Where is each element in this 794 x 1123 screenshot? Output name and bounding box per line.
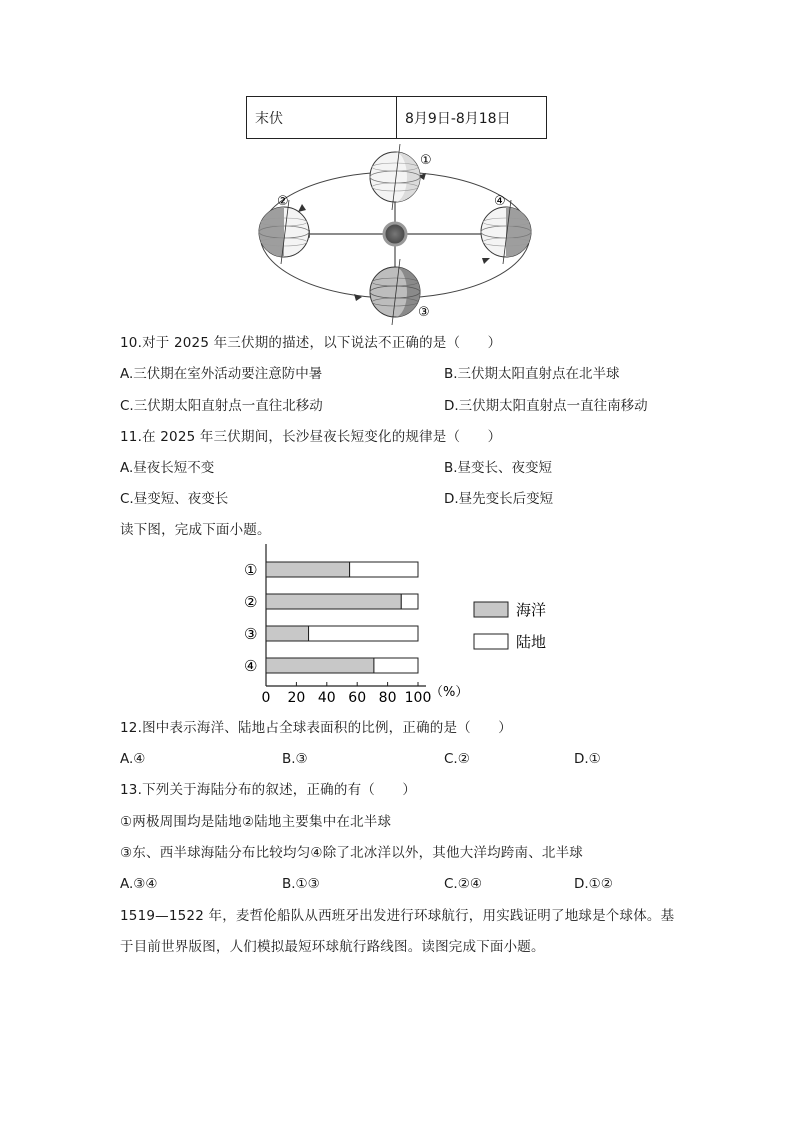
q10-option-d[interactable]: D.三伏期太阳直射点一直往南移动 bbox=[444, 398, 648, 414]
q13-statements-1: ①两极周围均是陆地②陆地主要集中在北半球 bbox=[120, 814, 392, 830]
q13-option-d[interactable]: D.①② bbox=[574, 876, 613, 892]
category-label: ① bbox=[244, 561, 258, 579]
x-tick-label: 40 bbox=[317, 690, 336, 705]
orbit-label-1: ① bbox=[420, 153, 432, 168]
q10-option-b[interactable]: B.三伏期太阳直射点在北半球 bbox=[444, 366, 620, 382]
q11-option-d[interactable]: D.昼先变长后变短 bbox=[444, 491, 554, 507]
orbit-arrow-right bbox=[482, 258, 490, 264]
orbit-arrow-left bbox=[298, 204, 306, 212]
x-tick-label: 60 bbox=[348, 690, 367, 705]
magellan-paragraph-line-1: 1519—1522 年，麦哲伦船队从西班牙出发进行环球航行，用实践证明了地球是个球体。基 bbox=[120, 908, 675, 924]
orbit-label-3: ③ bbox=[418, 305, 430, 320]
x-tick-label: 0 bbox=[261, 690, 271, 705]
bar-land bbox=[309, 626, 418, 641]
x-tick-label: 100 bbox=[404, 690, 432, 705]
x-tick-label: 20 bbox=[287, 690, 306, 705]
legend-swatch bbox=[474, 634, 508, 649]
q12-option-a[interactable]: A.④ bbox=[120, 751, 146, 767]
legend-label: 陆地 bbox=[516, 633, 547, 651]
orbit-label-4: ④ bbox=[494, 194, 506, 209]
bar-land bbox=[350, 562, 418, 577]
q10-option-a[interactable]: A.三伏期在室外活动要注意防中暑 bbox=[120, 366, 323, 382]
q12-option-c[interactable]: C.② bbox=[444, 751, 470, 767]
x-tick-label: 80 bbox=[378, 690, 397, 705]
table-cell-dates: 8月9日-8月18日 bbox=[397, 97, 547, 139]
q11-option-c[interactable]: C.昼变短、夜变长 bbox=[120, 491, 229, 507]
category-label: ③ bbox=[244, 625, 258, 643]
bar-ocean bbox=[266, 562, 350, 577]
q12-option-d[interactable]: D.① bbox=[574, 751, 601, 767]
bar-land bbox=[401, 594, 418, 609]
chart-intro: 读下图，完成下面小题。 bbox=[120, 522, 271, 538]
q11-option-a[interactable]: A.昼夜长短不变 bbox=[120, 460, 215, 476]
category-label: ② bbox=[244, 593, 258, 611]
land-ocean-bar-chart bbox=[238, 540, 578, 705]
orbit-arrow-bottom bbox=[354, 294, 362, 301]
q13-statements-2: ③东、西半球海陆分布比较均匀④除了北冰洋以外，其他大洋均跨南、北半球 bbox=[120, 845, 584, 861]
category-label: ④ bbox=[244, 657, 258, 675]
bar-ocean bbox=[266, 626, 309, 641]
sun-icon bbox=[384, 223, 406, 245]
dog-days-table bbox=[246, 96, 547, 139]
q12-option-b[interactable]: B.③ bbox=[282, 751, 308, 767]
magellan-paragraph-line-2: 于目前世界版图，人们模拟最短环球航行路线图。读图完成下面小题。 bbox=[120, 939, 545, 955]
earth-3-icon bbox=[370, 259, 420, 325]
earth-orbit-diagram bbox=[250, 140, 550, 325]
bar-ocean bbox=[266, 658, 374, 673]
q13-option-a[interactable]: A.③④ bbox=[120, 876, 158, 892]
q13-option-c[interactable]: C.②④ bbox=[444, 876, 482, 892]
q13-option-b[interactable]: B.①③ bbox=[282, 876, 320, 892]
legend-label: 海洋 bbox=[516, 601, 547, 619]
q12-stem: 12.图中表示海洋、陆地占全球表面积的比例，正确的是（ ） bbox=[120, 720, 512, 736]
q10-option-c[interactable]: C.三伏期太阳直射点一直往北移动 bbox=[120, 398, 323, 414]
q11-stem: 11.在 2025 年三伏期间，长沙昼夜长短变化的规律是（ ） bbox=[120, 429, 502, 445]
q13-stem: 13.下列关于海陆分布的叙述，正确的有（ ） bbox=[120, 782, 417, 798]
q11-option-b[interactable]: B.昼变长、夜变短 bbox=[444, 460, 553, 476]
x-unit-label: （%） bbox=[430, 685, 469, 700]
orbit-label-2: ② bbox=[277, 194, 289, 209]
table-cell-period: 末伏 bbox=[247, 97, 397, 139]
q10-stem: 10.对于 2025 年三伏期的描述，以下说法不正确的是（ ） bbox=[120, 335, 502, 351]
bar-ocean bbox=[266, 594, 401, 609]
bar-land bbox=[374, 658, 418, 673]
earth-1-icon bbox=[370, 144, 420, 210]
legend-swatch bbox=[474, 602, 508, 617]
table-row bbox=[247, 97, 547, 139]
